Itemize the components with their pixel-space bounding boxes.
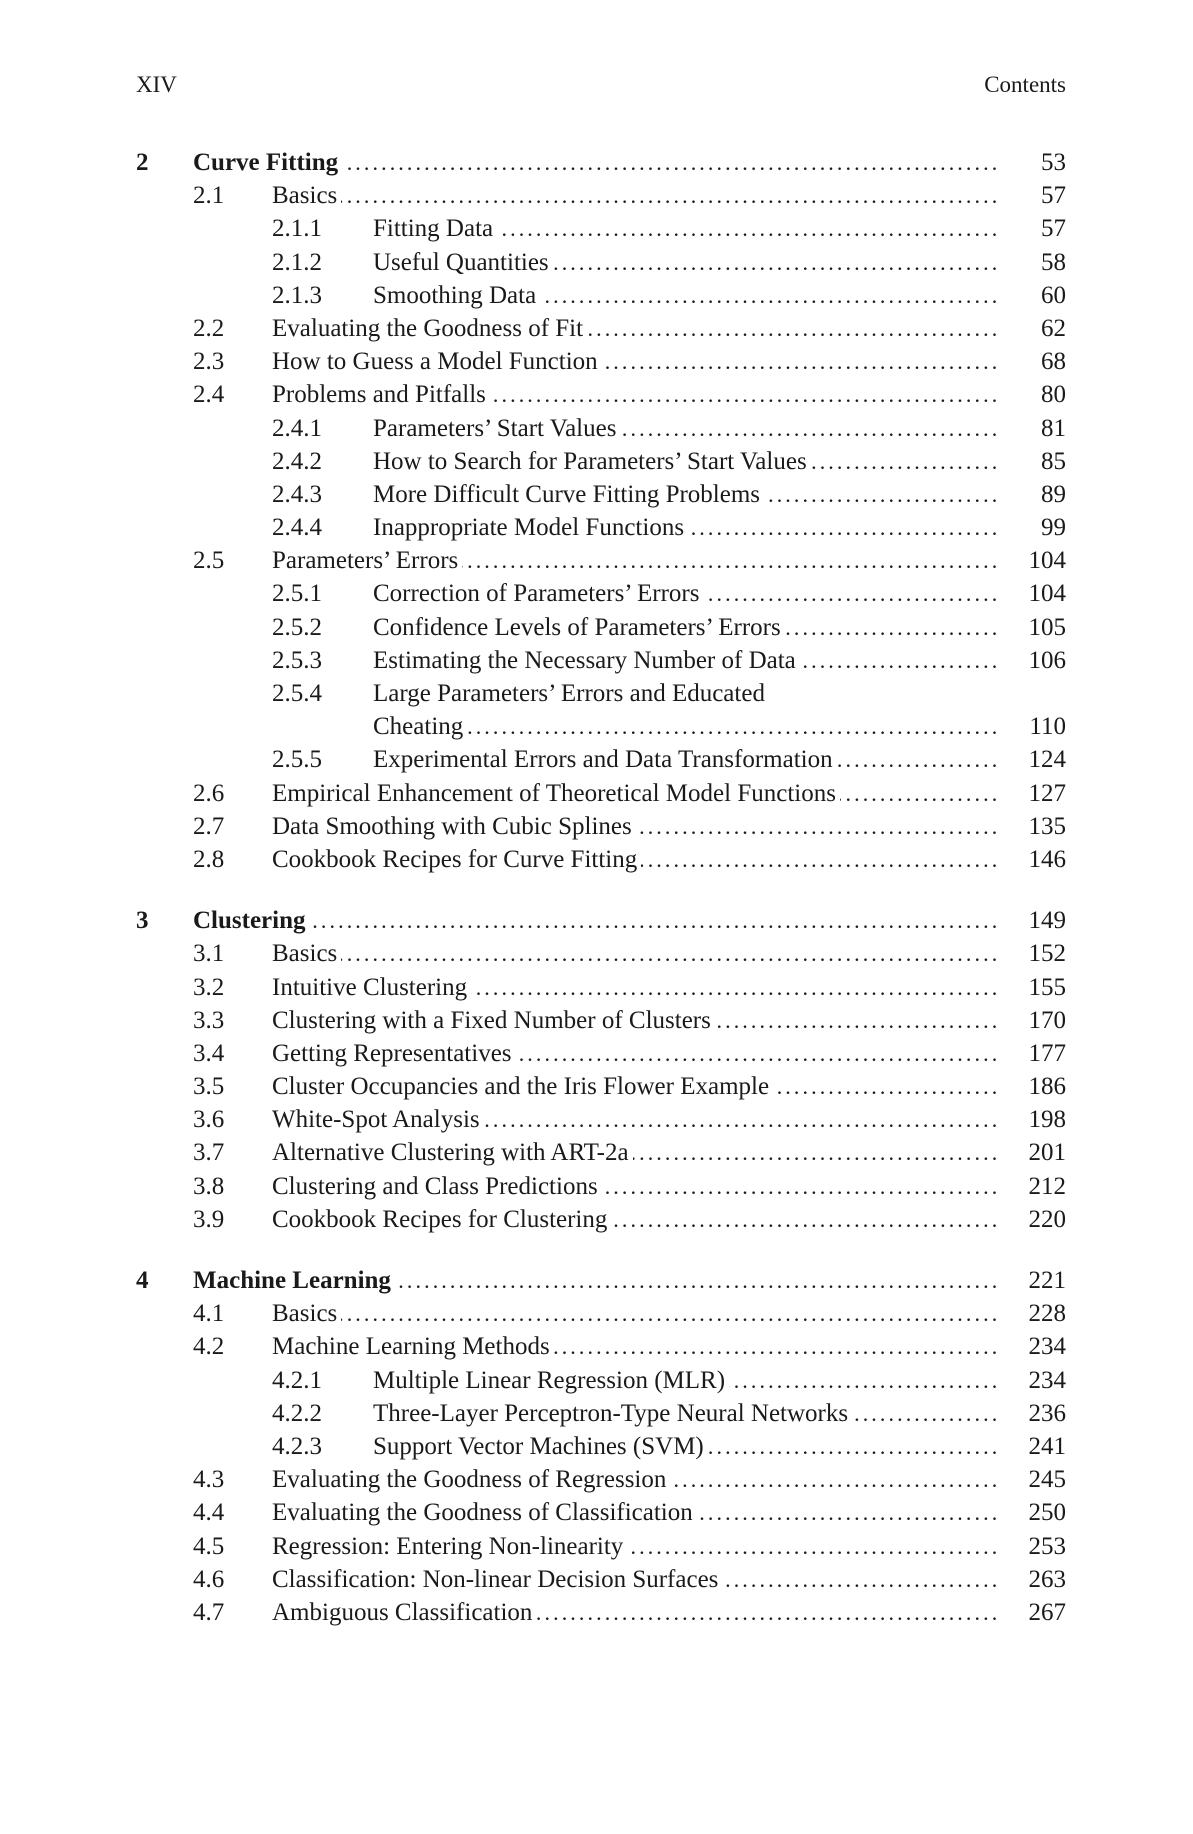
entry-number: 3.5 [193, 1073, 225, 1101]
entry-number: 2.1.1 [272, 215, 322, 243]
dot-leader [611, 1203, 996, 1236]
page-number: 104 [1028, 547, 1066, 575]
entry-number: 2.3 [193, 348, 225, 376]
toc-entry[interactable] [136, 971, 1066, 1004]
entry-number: 3.3 [193, 1006, 225, 1034]
dot-leader [341, 179, 996, 212]
entry-number: 3.1 [193, 940, 225, 968]
page-number: 267 [1028, 1598, 1066, 1626]
entry-title: Regression: Entering Non-linearity [272, 1530, 627, 1563]
toc-entry[interactable] [136, 246, 1066, 279]
toc-entry[interactable] [136, 345, 1066, 378]
entry-number: 2.5.4 [272, 680, 322, 707]
toc-entry[interactable] [136, 1170, 1066, 1203]
toc-entry[interactable] [136, 1364, 1066, 1397]
dot-leader [602, 345, 996, 378]
toc-entry[interactable] [136, 904, 1066, 937]
entry-title: Clustering with a Fixed Number of Clusters [272, 1004, 715, 1037]
dot-leader [310, 904, 997, 937]
table-of-contents [136, 146, 1066, 1629]
entry-number: 2.5.2 [272, 613, 322, 641]
page-number: 201 [1028, 1139, 1066, 1167]
toc-entry[interactable] [136, 212, 1066, 245]
entry-title: Estimating the Necessary Number of Data [373, 644, 800, 677]
entry-title: Getting Representatives [272, 1037, 516, 1070]
entry-number: 4.4 [193, 1499, 225, 1527]
toc-entry[interactable] [136, 1397, 1066, 1430]
page-number: 253 [1028, 1532, 1066, 1560]
entry-title: Cluster Occupancies and the Iris Flower Example [272, 1070, 773, 1103]
toc-entry[interactable] [136, 843, 1066, 876]
entry-number: 2.2 [193, 314, 225, 342]
toc-entry[interactable] [136, 511, 1066, 544]
entry-title: Useful Quantities [373, 246, 553, 279]
dot-leader [516, 1037, 996, 1070]
entry-title: Fitting Data [373, 212, 497, 245]
dot-leader [633, 1136, 996, 1169]
page-number: 177 [1028, 1039, 1066, 1067]
page-number: 110 [1029, 713, 1066, 741]
entry-number: 4.2 [193, 1333, 225, 1361]
entry-title: Confidence Levels of Parameters’ Errors [373, 611, 785, 644]
entry-title: Multiple Linear Regression (MLR) [373, 1364, 729, 1397]
toc-entry[interactable] [136, 1330, 1066, 1363]
entry-number: 2.4.3 [272, 480, 322, 508]
entry-number: 4.3 [193, 1466, 225, 1494]
dot-leader [554, 1330, 996, 1363]
entry-number: 2.5.3 [272, 646, 322, 674]
entry-title: Intuitive Clustering [272, 971, 471, 1004]
page-number: 263 [1028, 1565, 1066, 1593]
dot-leader [636, 810, 996, 843]
page-number: 58 [1041, 248, 1066, 276]
page-number: 220 [1028, 1205, 1066, 1233]
entry-title: Curve Fitting [193, 146, 342, 179]
entry-number: 4.2.1 [272, 1366, 322, 1394]
entry-number: 2.5.5 [272, 746, 322, 774]
entry-title: Correction of Parameters’ Errors [373, 577, 704, 610]
entry-title: Machine Learning Methods [272, 1330, 554, 1363]
entry-title: Large Parameters’ Errors and Educated [373, 677, 769, 710]
entry-title: How to Search for Parameters’ Start Values [373, 445, 811, 478]
dot-leader [553, 246, 996, 279]
page-number: 124 [1028, 746, 1066, 774]
toc-entry[interactable] [136, 1463, 1066, 1496]
page-number: 62 [1041, 314, 1066, 342]
entry-title: Classification: Non-linear Decision Surfaces [272, 1563, 722, 1596]
dot-leader [641, 843, 996, 876]
toc-entry[interactable] [136, 1596, 1066, 1629]
entry-title: Evaluating the Goodness of Classification [272, 1496, 697, 1529]
entry-number: 2.5 [193, 547, 225, 575]
entry-number: 3 [136, 907, 149, 935]
dot-leader [708, 1430, 996, 1463]
page-number: 155 [1028, 973, 1066, 1001]
toc-entry[interactable] [136, 544, 1066, 577]
dot-leader [688, 511, 996, 544]
entry-title: Cookbook Recipes for Clustering [272, 1203, 611, 1236]
entry-title: Alternative Clustering with ART-2a [272, 1136, 633, 1169]
entry-number: 2.6 [193, 779, 225, 807]
toc-entry[interactable] [136, 1430, 1066, 1463]
toc-entry[interactable] [136, 179, 1066, 212]
dot-leader [602, 1170, 996, 1203]
entry-number: 4.6 [193, 1565, 225, 1593]
dot-leader [490, 378, 996, 411]
entry-title: Parameters’ Start Values [373, 412, 620, 445]
page-number: 105 [1028, 613, 1066, 641]
entry-title: Smoothing Data [373, 279, 540, 312]
entry-title: Problems and Pitfalls [272, 378, 490, 411]
toc-entry[interactable] [136, 1037, 1066, 1070]
dot-leader [467, 710, 996, 743]
toc-entry[interactable] [136, 1004, 1066, 1037]
dot-leader [800, 644, 996, 677]
toc-entry[interactable] [136, 146, 1066, 179]
page-number: 250 [1028, 1499, 1066, 1527]
toc-entry[interactable] [136, 279, 1066, 312]
page-number: 68 [1041, 348, 1066, 376]
page-number: 234 [1028, 1333, 1066, 1361]
toc-entry[interactable] [136, 611, 1066, 644]
page-number: 212 [1028, 1172, 1066, 1200]
dot-leader [811, 445, 996, 478]
dot-leader [722, 1563, 996, 1596]
dot-leader [627, 1530, 996, 1563]
entry-number: 3.2 [193, 973, 225, 1001]
toc-entry[interactable] [136, 1530, 1066, 1563]
entry-title: Parameters’ Errors [272, 544, 462, 577]
toc-entry[interactable] [136, 445, 1066, 478]
page-number: 186 [1028, 1073, 1066, 1101]
dot-leader [471, 971, 996, 1004]
entry-title: Machine Learning [193, 1264, 395, 1297]
page-number: 245 [1028, 1466, 1066, 1494]
dot-leader [462, 544, 996, 577]
entry-title: More Difficult Curve Fitting Problems [373, 478, 764, 511]
page-number: 241 [1028, 1432, 1066, 1460]
entry-number: 2.7 [193, 812, 225, 840]
entry-number: 2.5.1 [272, 580, 322, 608]
toc-entry[interactable] [136, 677, 1066, 710]
dot-leader [773, 1070, 996, 1103]
entry-number: 3.9 [193, 1205, 225, 1233]
page-number: 149 [1028, 907, 1066, 935]
dot-leader [540, 279, 996, 312]
dot-leader [729, 1364, 996, 1397]
toc-entry[interactable] [136, 777, 1066, 810]
page-number: 57 [1041, 215, 1066, 243]
dot-leader [341, 1297, 996, 1330]
page-number: 57 [1041, 182, 1066, 210]
page-number: 81 [1041, 414, 1066, 442]
toc-entry[interactable] [136, 710, 1066, 743]
dot-leader [341, 937, 996, 970]
page-number: 127 [1028, 779, 1066, 807]
entry-title: Empirical Enhancement of Theoretical Model Functions [272, 777, 840, 810]
entry-number: 2.4 [193, 381, 225, 409]
entry-title: Basics [272, 179, 341, 212]
page-number: 170 [1028, 1006, 1066, 1034]
toc-entry[interactable] [136, 1496, 1066, 1529]
page-number: 228 [1028, 1300, 1066, 1328]
toc-entry[interactable] [136, 743, 1066, 776]
entry-number: 2.4.2 [272, 447, 322, 475]
entry-number: 4.5 [193, 1532, 225, 1560]
dot-leader [764, 478, 996, 511]
entry-title: Basics [272, 937, 341, 970]
entry-title: Clustering and Class Predictions [272, 1170, 602, 1203]
entry-number: 3.8 [193, 1172, 225, 1200]
entry-title: Three-Layer Perceptron-Type Neural Networks [373, 1397, 852, 1430]
entry-number: 2 [136, 149, 149, 176]
page-number: 89 [1041, 480, 1066, 508]
entry-title: Evaluating the Goodness of Regression [272, 1463, 670, 1496]
entry-title: Experimental Errors and Data Transformation [373, 743, 837, 776]
toc-entry[interactable] [136, 1203, 1066, 1236]
toc-entry[interactable] [136, 1136, 1066, 1169]
entry-title: Evaluating the Goodness of Fit [272, 312, 587, 345]
entry-number: 3.4 [193, 1039, 225, 1067]
dot-leader [484, 1103, 996, 1136]
toc-entry[interactable] [136, 1264, 1066, 1297]
dot-leader [497, 212, 996, 245]
toc-entry[interactable] [136, 1103, 1066, 1136]
entry-number: 4.1 [193, 1300, 225, 1328]
entry-number: 2.1.2 [272, 248, 322, 276]
dot-leader [840, 777, 996, 810]
entry-title: Support Vector Machines (SVM) [373, 1430, 708, 1463]
entry-title: How to Guess a Model Function [272, 345, 602, 378]
running-title: Contents [984, 72, 1066, 97]
toc-entry[interactable] [136, 1297, 1066, 1330]
dot-leader [715, 1004, 996, 1037]
chapter-gap [136, 1236, 1066, 1264]
toc-entry[interactable] [136, 378, 1066, 411]
dot-leader [342, 146, 996, 179]
dot-leader [785, 611, 996, 644]
toc-entry[interactable] [136, 412, 1066, 445]
page-number: 104 [1028, 580, 1066, 608]
dot-leader [837, 743, 996, 776]
page-number: 234 [1028, 1366, 1066, 1394]
page-number: 198 [1028, 1106, 1066, 1134]
entry-title: Cheating [373, 710, 467, 743]
entry-number: 2.1.3 [272, 281, 322, 309]
entry-number: 2.8 [193, 845, 225, 873]
entry-number: 3.7 [193, 1139, 225, 1167]
dot-leader [670, 1463, 996, 1496]
dot-leader [620, 412, 996, 445]
page-number: 221 [1028, 1267, 1066, 1294]
entry-title: Cookbook Recipes for Curve Fitting [272, 843, 641, 876]
entry-number: 4.2.3 [272, 1432, 322, 1460]
page-number: 152 [1028, 940, 1066, 968]
dot-leader [536, 1596, 996, 1629]
entry-number: 4.2.2 [272, 1399, 322, 1427]
dot-leader [852, 1397, 996, 1430]
toc-entry[interactable] [136, 312, 1066, 345]
chapter-gap [136, 876, 1066, 904]
entry-title: Inappropriate Model Functions [373, 511, 688, 544]
page-number: 135 [1028, 812, 1066, 840]
entry-number: 2.1 [193, 182, 225, 210]
entry-number: 3.6 [193, 1106, 225, 1134]
toc-entry[interactable] [136, 478, 1066, 511]
entry-title: White-Spot Analysis [272, 1103, 484, 1136]
page-number: 60 [1041, 281, 1066, 309]
page-number: 146 [1028, 845, 1066, 873]
page-number: 236 [1028, 1399, 1066, 1427]
entry-number: 4 [136, 1267, 149, 1294]
toc-entry[interactable] [136, 937, 1066, 970]
entry-title: Basics [272, 1297, 341, 1330]
entry-title: Ambiguous Classification [272, 1596, 536, 1629]
toc-entry[interactable] [136, 810, 1066, 843]
toc-entry[interactable] [136, 1563, 1066, 1596]
dot-leader [395, 1264, 996, 1297]
entry-number: 2.4.4 [272, 514, 322, 542]
page-number: 106 [1028, 646, 1066, 674]
page-number: 99 [1041, 514, 1066, 542]
entry-number: 4.7 [193, 1598, 225, 1626]
page-number: 80 [1041, 381, 1066, 409]
page-number: 53 [1041, 149, 1066, 176]
entry-title: Data Smoothing with Cubic Splines [272, 810, 636, 843]
toc-entry[interactable] [136, 1070, 1066, 1103]
dot-leader [587, 312, 996, 345]
entry-number: 2.4.1 [272, 414, 322, 442]
toc-entry[interactable] [136, 577, 1066, 610]
toc-entry[interactable] [136, 644, 1066, 677]
dot-leader [704, 577, 997, 610]
page-number: XIV [136, 72, 177, 97]
page-number: 85 [1041, 447, 1066, 475]
entry-title: Clustering [193, 904, 310, 937]
dot-leader [697, 1496, 996, 1529]
